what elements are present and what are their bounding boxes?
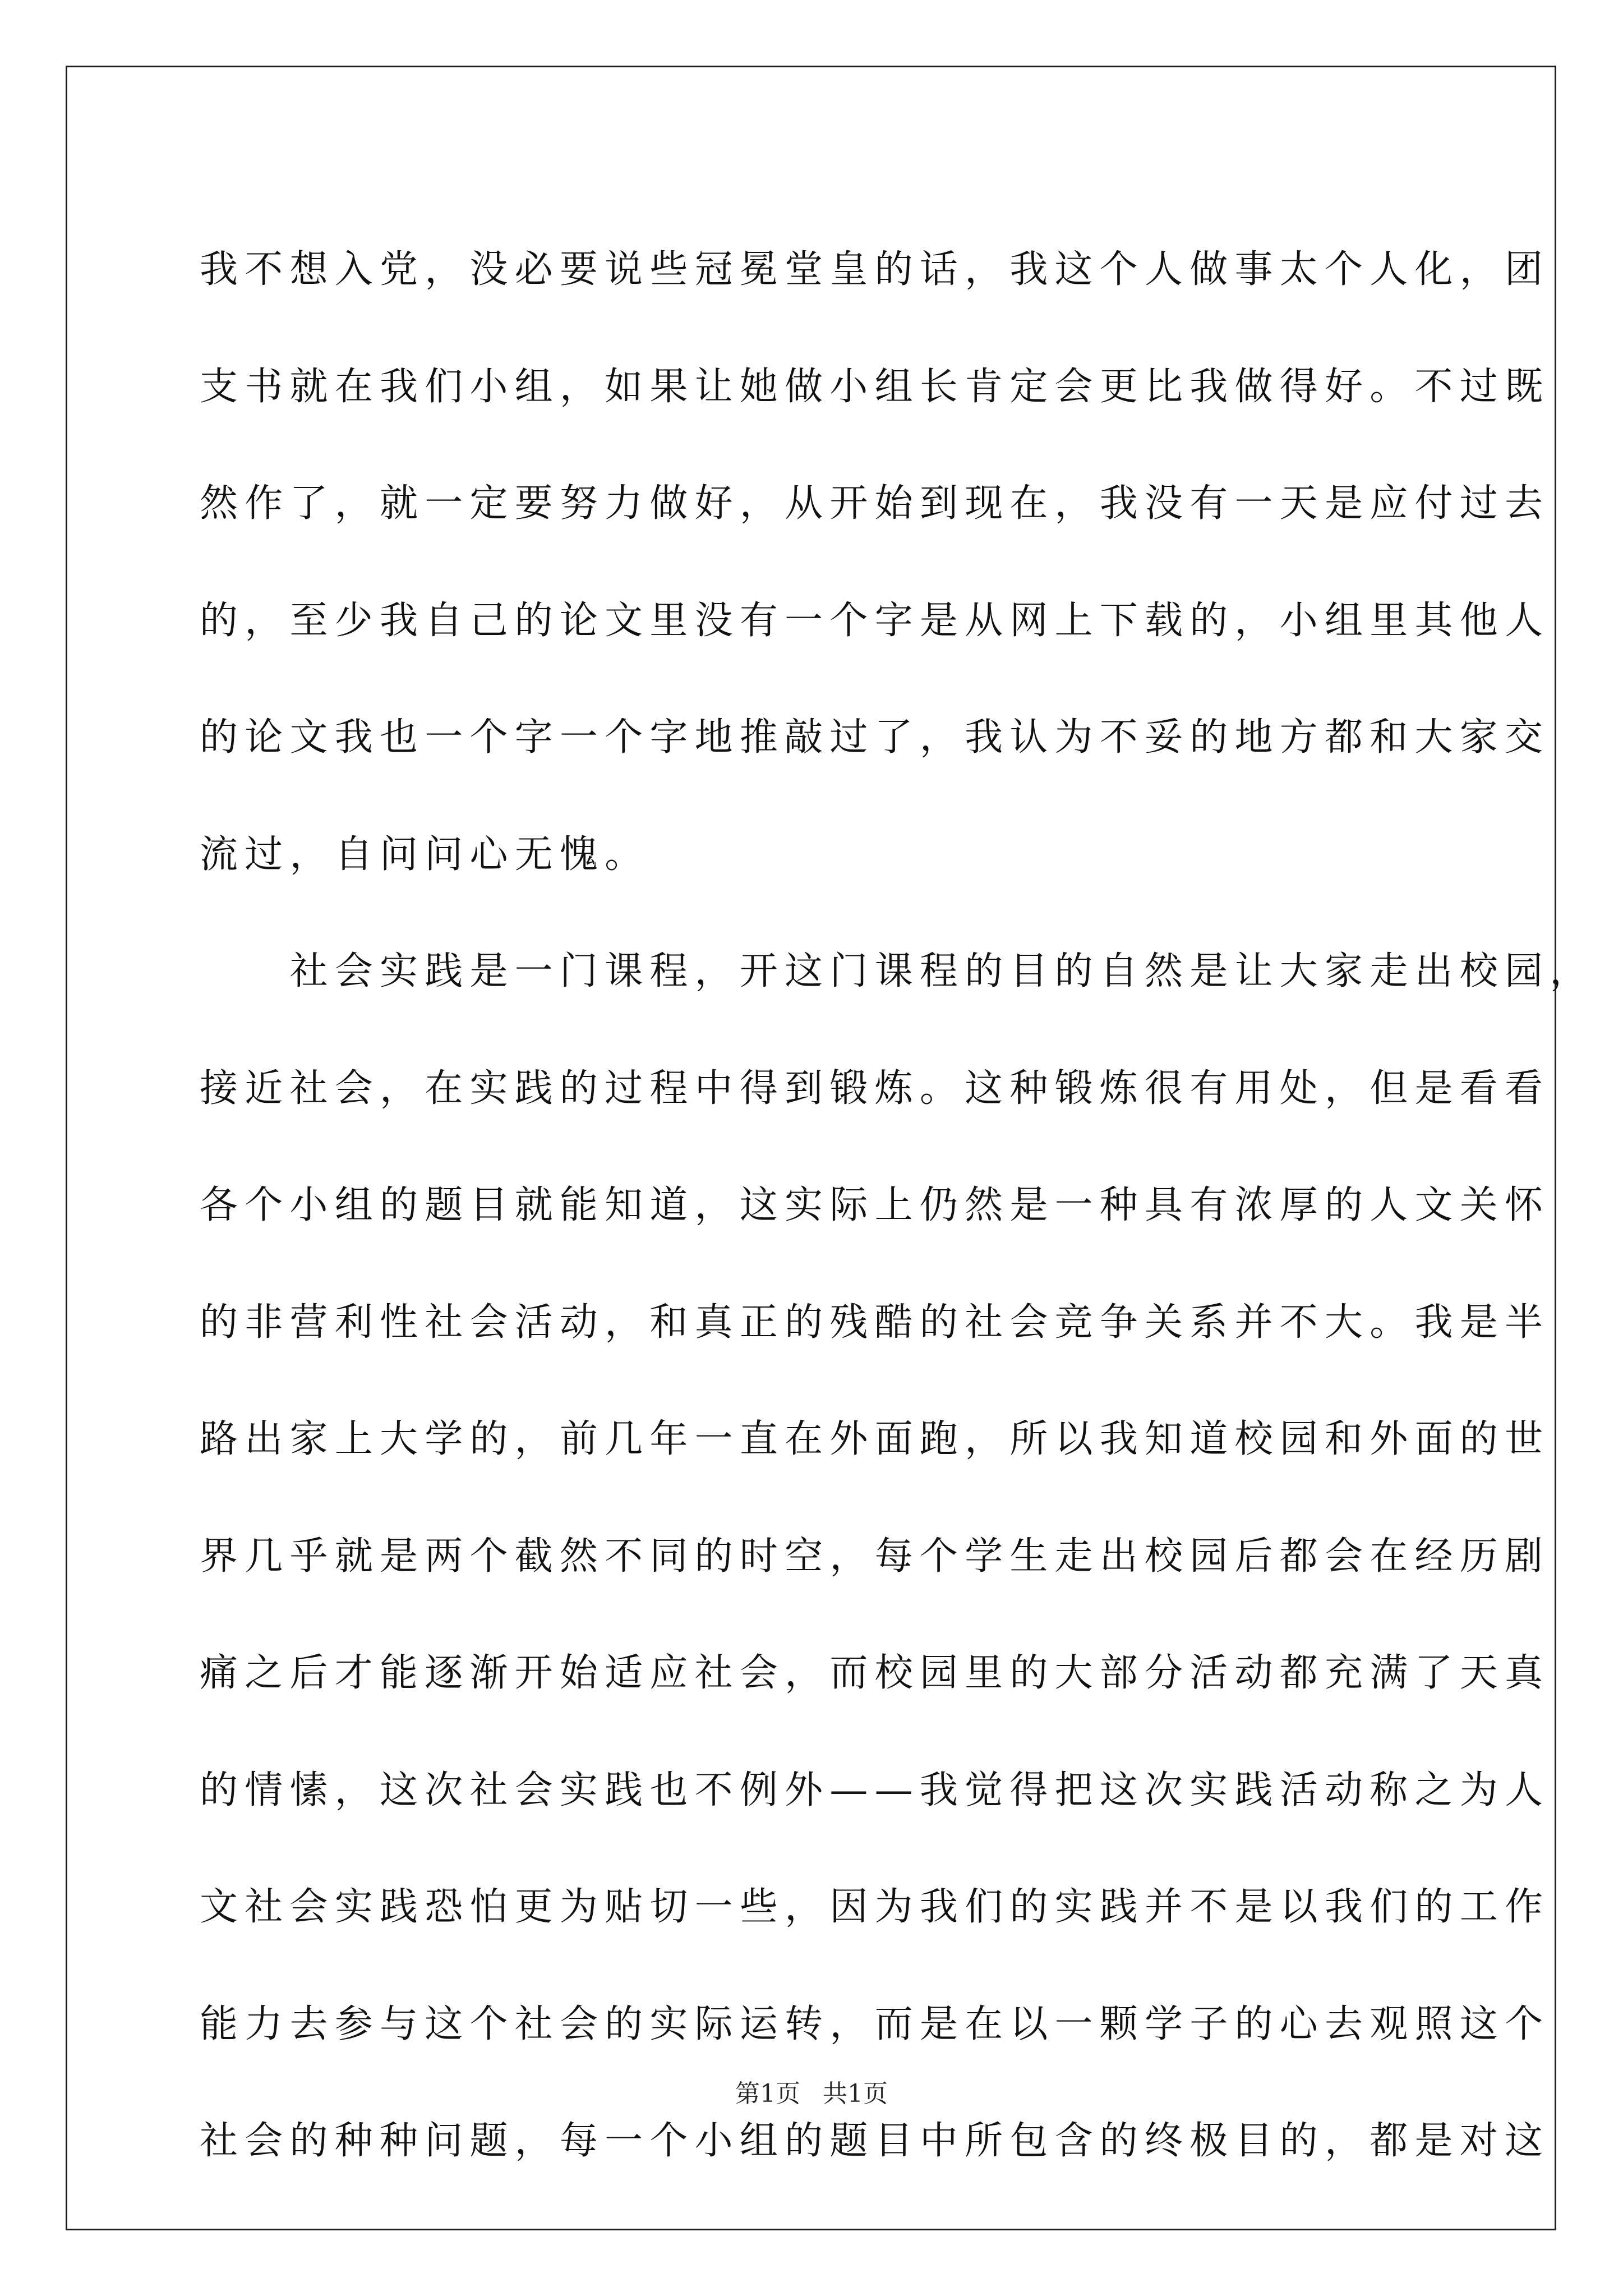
text-line: 支书就在我们小组，如果让她做小组长肯定会更比我做得好。不过既 xyxy=(200,364,1550,409)
text-line: 接近社会，在实践的过程中得到锻炼。这种锻炼很有用处，但是看看 xyxy=(200,1066,1550,1111)
text-line: 然作了，就一定要努力做好，从开始到现在，我没有一天是应付过去 xyxy=(200,481,1550,526)
document-body xyxy=(200,211,1595,2200)
text-line: 痛之后才能逐渐开始适应社会，而校园里的大部分活动都充满了天真 xyxy=(200,1651,1550,1695)
page-footer xyxy=(0,2077,1623,2111)
text-line: 流过，自问问心无愧。 xyxy=(200,832,650,877)
text-line: 的情愫，这次社会实践也不例外——我觉得把这次实践活动称之为人 xyxy=(200,1768,1550,1812)
text-line: 能力去参与这个社会的实际运转，而是在以一颗学子的心去观照这个 xyxy=(200,2001,1550,2046)
text-line: 社会的种种问题，每一个小组的题目中所包含的终极目的，都是对这 xyxy=(200,2119,1550,2163)
text-line: 各个小组的题目就能知道，这实际上仍然是一种具有浓厚的人文关怀 xyxy=(200,1183,1550,1227)
page-total: 共1页 xyxy=(823,2079,888,2108)
text-line: 我不想入党，没必要说些冠冕堂皇的话，我这个人做事太个人化，团 xyxy=(200,247,1550,292)
text-line: 路出家上大学的，前几年一直在外面跑，所以我知道校园和外面的世 xyxy=(200,1417,1550,1461)
page-number: 第1页 xyxy=(735,2079,800,2108)
text-line: 的，至少我自己的论文里没有一个字是从网上下载的，小组里其他人 xyxy=(200,598,1550,643)
text-line: 社会实践是一门课程，开这门课程的目的自然是让大家走出校园， xyxy=(200,949,1595,993)
text-line: 文社会实践恐怕更为贴切一些，因为我们的实践并不是以我们的工作 xyxy=(200,1885,1550,1929)
text-line: 的非营利性社会活动，和真正的残酷的社会竞争关系并不大。我是半 xyxy=(200,1300,1550,1345)
text-line: 的论文我也一个字一个字地推敲过了，我认为不妥的地方都和大家交 xyxy=(200,715,1550,760)
text-line: 界几乎就是两个截然不同的时空，每个学生走出校园后都会在经历剧 xyxy=(200,1534,1550,1579)
